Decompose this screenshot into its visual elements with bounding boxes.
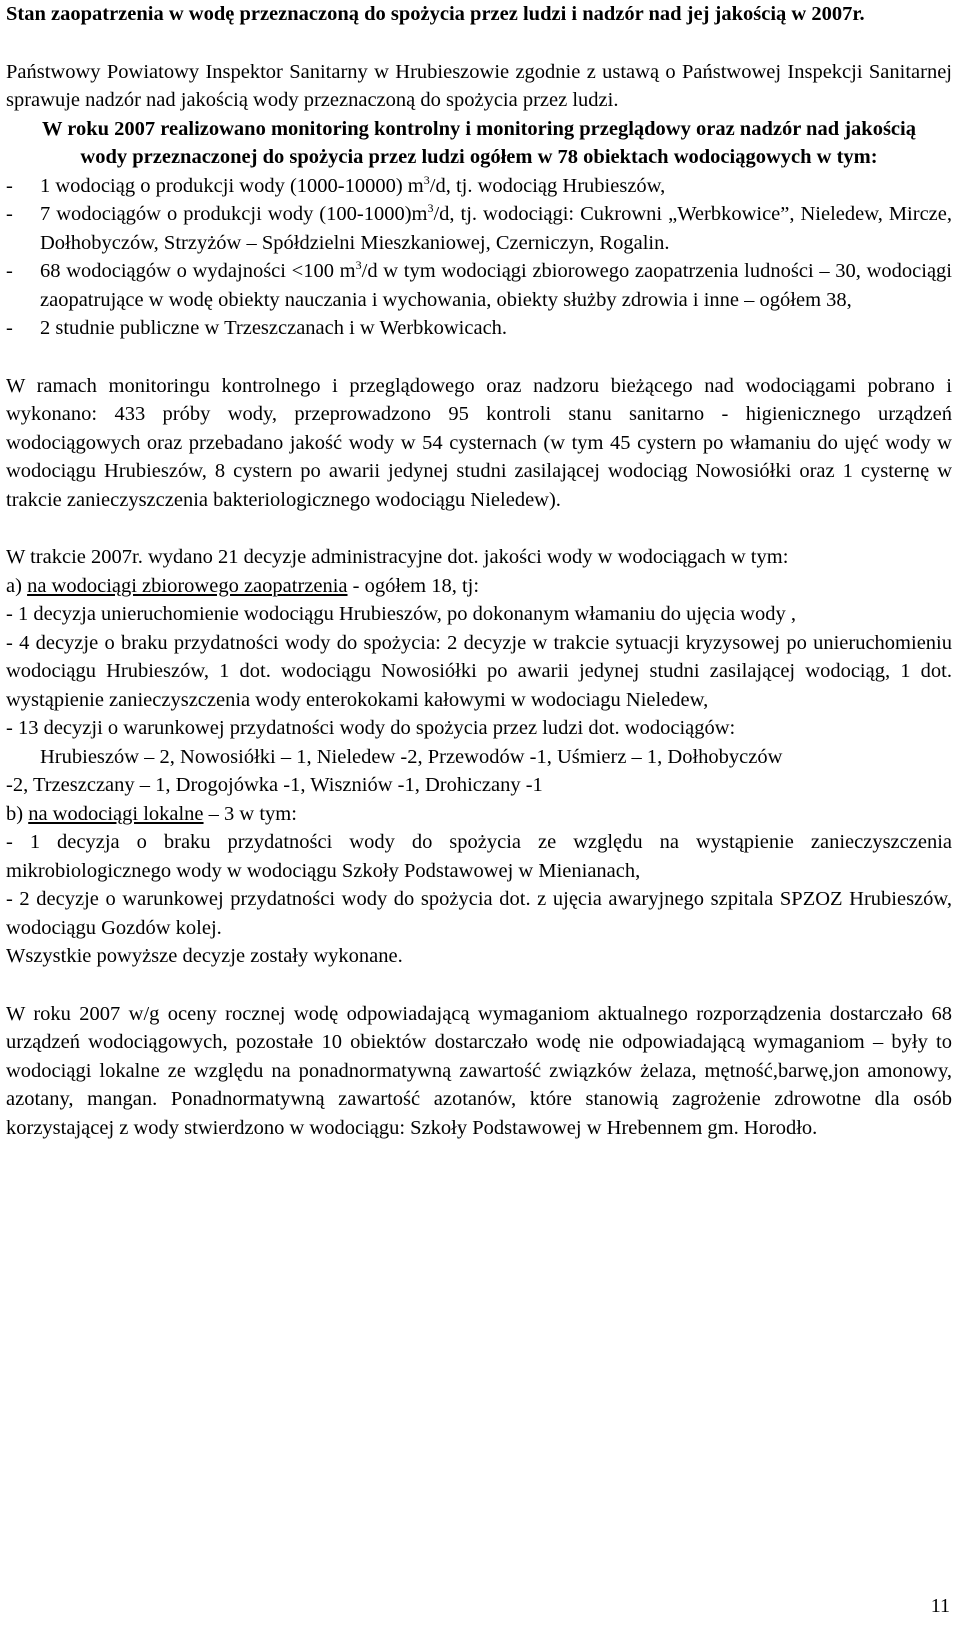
list-item: - 68 wodociągów o wydajności <100 $m^3/d$ w tym wodociągi zbiorowego zaopatrzenia ludności – 30, wodociągi zaopatrujące w wodę obiekty nauczania i wychowania, obiekty służby zdrowia i inne – ogółem 38, [6, 258, 952, 311]
intro-paragraph: Państwowy Powiatowy Inspektor Sanitarny w Hrubieszowie zgodnie z ustawą o Państwowej Inspekcji Sanitarnej sprawuje nadzór nad jakością wody przeznaczoną do spożycia przez ludzi. [6, 60, 952, 111]
monitoring-list [6, 172, 952, 343]
decisions-closing: Wszystkie powyższe decyzje zostały wykonane. [6, 945, 403, 967]
list-item: - 7 wodociągów o produkcji wody $(100-1000)m^3/d$, tj. wodociągi: Cukrowni „Werbkowice”, Nieledew, Mircze, Dołhobyczów, Strzyżów – Spółdzielni Mieszkaniowej, Czerniczyn, Rogalin. [6, 201, 952, 254]
spacer [6, 971, 952, 1000]
spacer [6, 29, 952, 58]
monitoring-heading: W roku 2007 realizowano monitoring kontrolny i monitoring przeglądowy oraz nadzór nad jakością wody przeznaczonej do spożycia przez ludzi ogółem w 78 obiektach wodociągowych w tym: [42, 117, 916, 168]
waterworks-list-continued: -2, Trzeszczany – 1, Drogojówka -1, Wiszniów -1, Drohiczany -1 [6, 774, 543, 796]
decision-item: - 1 decyzja unieruchomienie wodociągu Hrubieszów, po dokonanym włamaniu do ujęcia wody , [6, 603, 796, 625]
decision-item: - 13 decyzji o warunkowej przydatności wody do spożycia przez ludzi dot. wodociągów: [6, 717, 736, 739]
decision-item: - 1 decyzja o braku przydatności wody do spożycia ze względu na wystąpienie zanieczyszczenia mikrobiologicznego wody w wodociągu Szkoły Podstawowej w Mienianach, [6, 831, 952, 882]
decisions-section-b: b) na wodociągi lokalne – 3 w tym: [6, 802, 297, 825]
decision-item: - 4 decyzje o braku przydatności wody do spożycia: 2 decyzje w trakcie sytuacji kryzysowej po unieruchomieniu wodociągu Hrubieszów, 1 dot. wodociągu Nowosiółki po awarii jedynej studni zasilającej wodociąg, 1 dot. wystąpienie zanieczyszczenia wody enterokokami kałowymi w wodociagu Nieledew, [6, 631, 952, 711]
waterworks-list: Hrubieszów – 2, Nowosiółki – 1, Nieledew -2, Przewodów -1, Uśmierz – 1, Dołhobyczów [40, 745, 783, 768]
decision-item: - 2 decyzje o warunkowej przydatności wody do spożycia dot. z ujęcia awaryjnego szpitala SPZOZ Hrubieszów, wodociągu Gozdów kolej. [6, 888, 952, 939]
spacer [6, 514, 952, 543]
document-title: Stan zaopatrzenia w wodę przeznaczoną do spożycia przez ludzi i nadzór nad jej jakością w 2007r. [6, 3, 865, 25]
page-number: 11 [930, 1595, 950, 1617]
list-item: - 2 studnie publiczne w Trzeszczanach i w Werbkowicach. [6, 317, 508, 339]
assessment-paragraph: W roku 2007 w/g oceny rocznej wodę odpowiadającą wymaganiom aktualnego rozporządzenia dostarczało 68 urządzeń wodociągowych, pozostałe 10 obiektów dostarczało wodę nie odpowiadającą wymaganiom – były to wodociągi lokalne ze względu na ponadnormatywną zawartość związków żelaza, mętność,barwę,jon amonowy, azotany, mangan. Ponadnormatywną zawartość azotanów, które stanowią zagrożenie zdrowotne dla osób korzystającej z wody stwierdzono w wodociągu: Szkoły Podstawowej w Hrebennem gm. Horodło. [6, 1002, 952, 1139]
sampling-paragraph: W ramach monitoringu kontrolnego i przeglądowego oraz nadzoru bieżącego nad wodociągami pobrano i wykonano: 433 próby wody, przeprowadzono 95 kontroli stanu sanitarno - higienicznego urządzeń wodociągowych oraz przebadano jakość wody w 54 cysternach (w tym 45 cystern po włamaniu do ujęć wody w wodociągu Hrubieszów, 8 cystern po awarii jedynej studni zasilającej wodociąg Nowosiółki oraz 1 cysternę w trakcie zanieczyszczenia bakteriologicznego wodociągu Nieledew). [6, 374, 952, 511]
decisions-section-a: a) na wodociągi zbiorowego zaopatrzenia - ogółem 18, tj: [6, 574, 480, 597]
decisions-intro: W trakcie 2007r. wydano 21 decyzje administracyjne dot. jakości wody w wodociągach w tym: [6, 546, 789, 568]
list-item: - 1 wodociąg o produkcji wody (1000-10000) $m^3/d$, tj. wodociąg Hrubieszów, [6, 172, 666, 197]
spacer [6, 343, 952, 372]
document-page [6, 0, 952, 1142]
